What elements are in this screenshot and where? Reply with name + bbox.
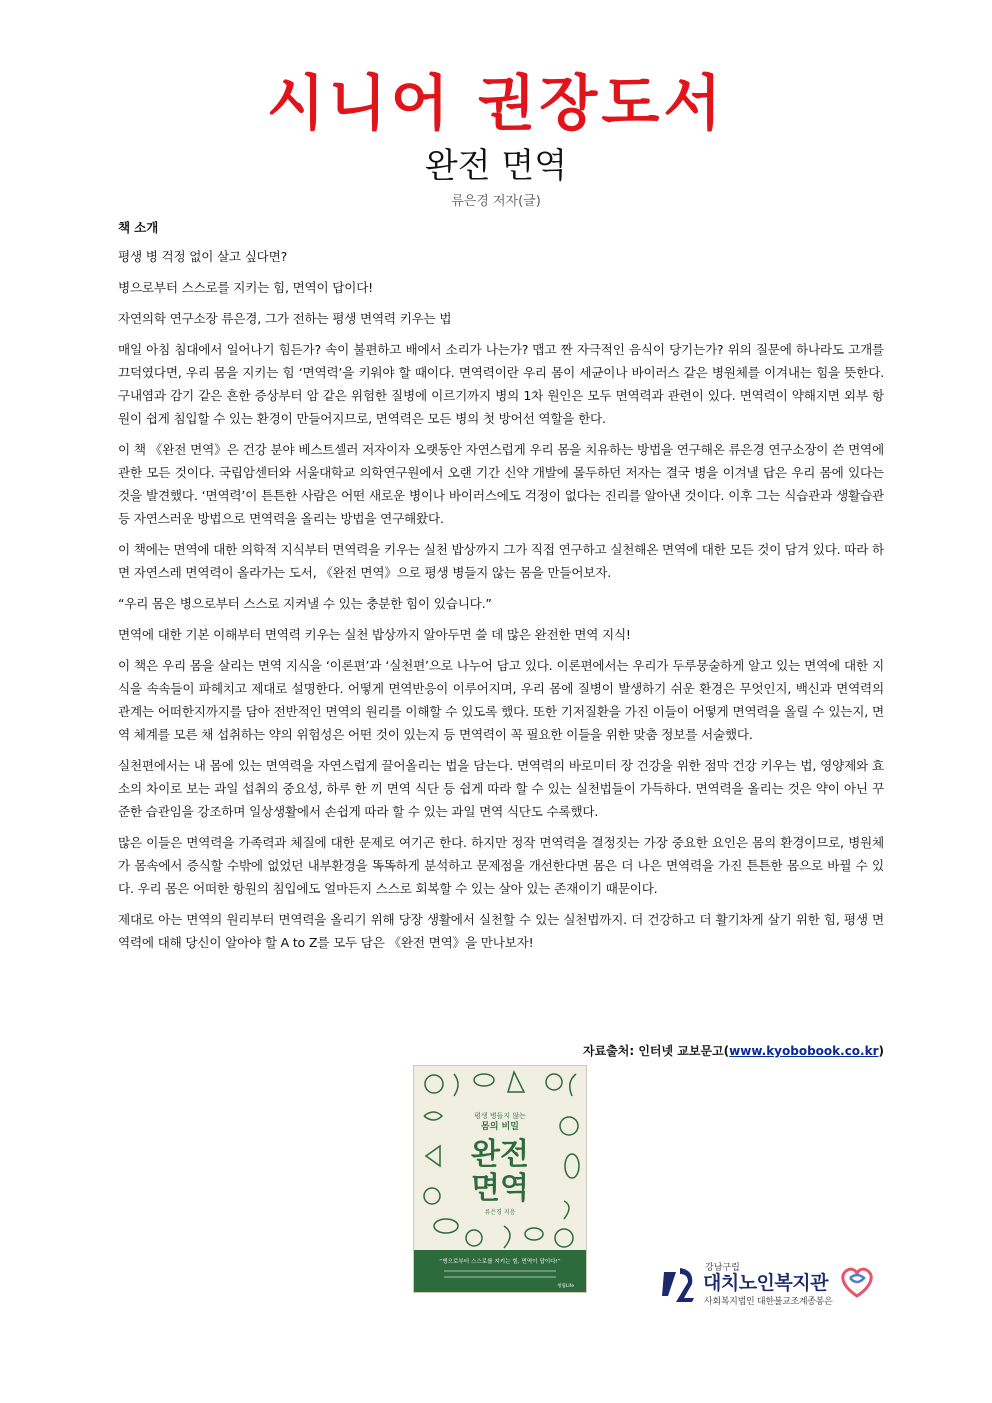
- cover-title-line2: 면역: [471, 1171, 529, 1206]
- intro-paragraph: 평생 병 걱정 없이 살고 싶다면?: [118, 249, 288, 264]
- section-heading: 책 소개: [118, 220, 159, 235]
- source-suffix: ): [878, 1044, 884, 1058]
- heart-logo-icon: [838, 1264, 876, 1300]
- cover-publisher: 청림Life: [557, 1284, 574, 1289]
- source-prefix: 자료출처: 인터넷 교보문고(: [582, 1044, 730, 1058]
- book-title: 완전 면역: [424, 146, 568, 186]
- intro-paragraph: 매일 아침 침대에서 일어나기 힘든가? 속이 불편하고 배에서 소리가 나는가? 맵고 짠 자극적인 음식이 당기는가? 위의 질문에 하나라도 고개를 끄덕였다면, 우리 몸을 지키는 힘 ‘면역력’을 키워야 할 때이다. 면역력이란 우리 몸이 세균이나 바이러스 같은 병원체를 이겨내는 힘을 뜻한다. 구내염과 감기 같은 흔한 증상부터 암 같은 위험한 질병에 이르기까지 병의 1차 원인은 모두 면역력과 관련이 있다. 면역력이 약해지면 외부 항원이 쉽게 침입할 수 있는 환경이 만들어지므로, 면역력은 모든 병의 첫 방어선 역할을 한다.: [118, 342, 884, 426]
- cover-tagline-2: 몸의 비밀: [481, 1122, 519, 1132]
- book-author: 류은경 저자(글): [451, 194, 541, 209]
- cover-author: 류은경 지음: [484, 1209, 516, 1216]
- intro-paragraph: 많은 이들은 면역력을 가족력과 체질에 대한 문제로 여기곤 한다. 하지만 정작 면역력을 결정짓는 가장 중요한 요인은 몸의 환경이므로, 병원체가 몸속에서 증식할 수밖에 없었던 내부환경을 똑똑하게 분석하고 문제점을 개선한다면 몸은 더 나은 면역력을 가진 튼튼한 몸으로 바뀔 수 있다. 우리 몸은 어떠한 항원의 침입에도 얼마든지 스스로 회복할 수 있는 살아 있는 존재이기 때문이다.: [118, 835, 884, 896]
- source-credit: [583, 1042, 884, 1059]
- logo-subtitle: 사회복지법인 대한불교조계종봉은: [704, 1297, 833, 1307]
- organization-logo: [660, 1258, 880, 1308]
- intro-paragraph: 제대로 아는 면역의 원리부터 면역력을 올리기 위해 당장 생활에서 실천할 수 있는 실천법까지. 더 건강하고 더 활기차게 살기 위한 힘, 평생 면역력에 대해 당신이 알아야 할 A to Z를 모두 담은 《완전 면역》을 만나보자!: [118, 912, 884, 950]
- book-introduction: [118, 216, 884, 962]
- intro-paragraph: 면역에 대한 기본 이해부터 면역력 키우는 실천 밥상까지 알아두면 쓸 데 많은 완전한 면역 지식!: [118, 627, 631, 642]
- cover-tagline: 평생 병들지 않는: [474, 1112, 526, 1120]
- book-cover-illustration: [414, 1066, 586, 1292]
- cover-title-line1: 완전: [471, 1137, 529, 1172]
- intro-paragraph: 자연의학 연구소장 류은경, 그가 전하는 평생 면역력 키우는 법: [118, 311, 452, 326]
- logo-org-name: 대치노인복지관: [703, 1272, 828, 1294]
- welfare-center-emblem-icon: [660, 1264, 700, 1304]
- cover-quote: “병으로부터 스스로를 지키는 힘, 면역이 답이다!”: [439, 1259, 561, 1265]
- intro-paragraph: 실천편에서는 내 몸에 있는 면역력을 자연스럽게 끌어올리는 법을 담는다. 면역력의 바로미터 장 건강을 위한 점막 건강 키우는 법, 영양제와 효소의 차이로 보는 과일 섭취의 중요성, 하루 한 끼 면역 식단 등 쉽게 따라 할 수 있는 실천법들이 가득하다. 면역력을 올리는 것은 약이 아닌 꾸준한 습관임을 강조하며 일상생활에서 손쉽게 따라 할 수 있는 과일 면역 식단도 수록했다.: [118, 758, 884, 819]
- intro-paragraph: 이 책은 우리 몸을 살리는 면역 지식을 ‘이론편’과 ‘실천편’으로 나누어 담고 있다. 이론편에서는 우리가 두루뭉술하게 알고 있는 면역에 대한 지식을 속속들이 파헤치고 제대로 설명한다. 어떻게 면역반응이 이루어지며, 우리 몸에 질병이 발생하기 쉬운 환경은 무엇인지, 백신과 면역력의 관계는 어떠한지까지를 담아 전반적인 면역의 원리를 이해할 수 있도록 했다. 또한 기저질환을 가진 이들이 어떻게 면역력을 올릴 수 있는지, 면역 체계를 모른 채 섭취하는 약의 위험성은 어떤 것이 있는지 등 면역력이 꼭 필요한 이들을 위한 맞춤 정보를 서술했다.: [118, 658, 884, 742]
- intro-paragraph: “우리 몸은 병으로부터 스스로 지켜낼 수 있는 충분한 힘이 있습니다.”: [118, 596, 492, 611]
- intro-paragraph: 이 책에는 면역에 대한 의학적 지식부터 면역력을 키우는 실천 밥상까지 그가 직접 연구하고 실천해온 면역에 대한 모든 것이 담겨 있다. 따라 하면 자연스레 면역력이 올라가는 도서, 《완전 면역》으로 평생 병들지 않는 몸을 만들어보자.: [118, 542, 884, 580]
- source-link[interactable]: www.kyobobook.co.kr: [729, 1044, 879, 1058]
- book-cover-image: [413, 1065, 587, 1293]
- document-header: [0, 0, 992, 212]
- intro-paragraph: 이 책 《완전 면역》은 건강 분야 베스트셀러 저자이자 오랫동안 자연스럽게 우리 몸을 치유하는 방법을 연구해온 류은경 연구소장이 쓴 면역에 관한 모든 것이다. 국립암센터와 서울대학교 의학연구원에서 오랜 기간 신약 개발에 몰두하던 저자는 결국 병을 이겨낼 답은 우리 몸에 있다는 것을 발견했다. ‘면역력’이 튼튼한 사람은 어떤 새로운 병이나 바이러스에도 걱정이 없다는 진리를 알아낸 것이다. 이후 그는 식습관과 생활습관 등 자연스러운 방법으로 면역력을 올리는 방법을 연구해왔다.: [118, 442, 884, 526]
- logo-district: 강남구립: [705, 1263, 740, 1273]
- main-title: 시니어 권장도서: [266, 69, 726, 139]
- intro-paragraph: 병으로부터 스스로를 지키는 힘, 면역이 답이다!: [118, 280, 374, 295]
